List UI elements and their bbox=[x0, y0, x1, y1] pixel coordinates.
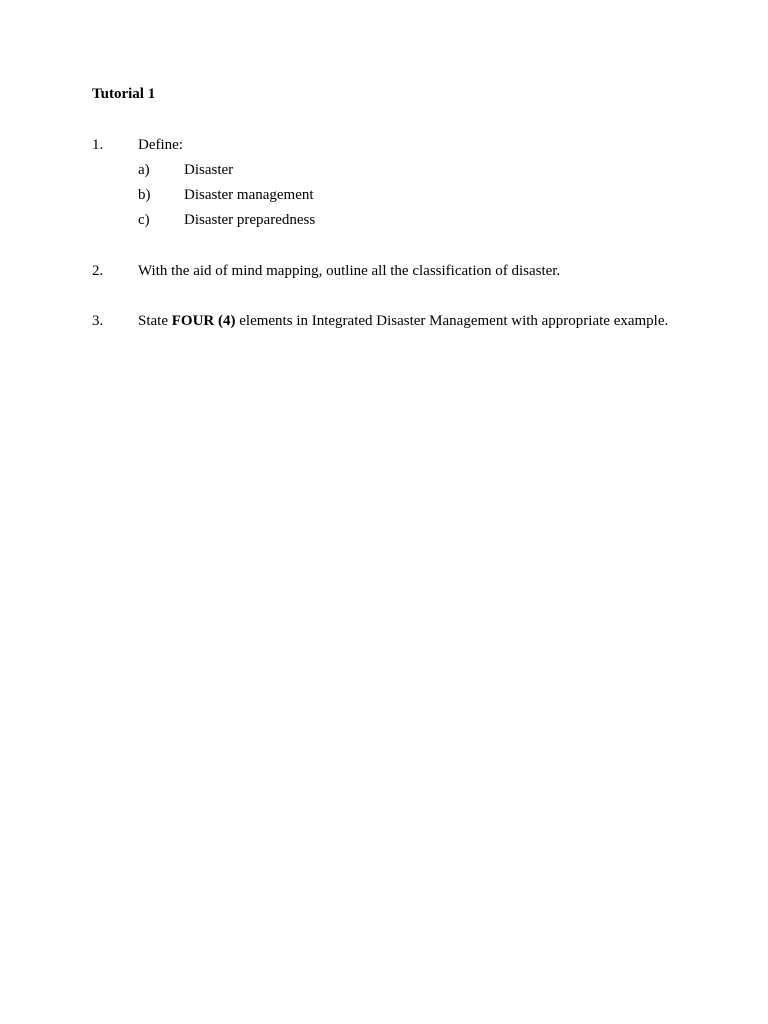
question-1-subitem-b-label: b) bbox=[138, 187, 151, 203]
question-3-text bbox=[138, 312, 668, 330]
question-3-emphasis: FOUR (4) bbox=[171, 313, 236, 329]
document-title: Tutorial 1 bbox=[92, 86, 156, 102]
question-1-text: Define: bbox=[138, 137, 183, 153]
question-3-text-before: State bbox=[138, 313, 172, 329]
question-3-text-after: elements in Integrated Disaster Management with appropriate example. bbox=[235, 313, 669, 329]
question-1-subitem-a-text: Disaster bbox=[184, 162, 234, 178]
question-1-subitem-b-text: Disaster management bbox=[184, 187, 314, 203]
question-1-subitem-c-label: c) bbox=[138, 212, 150, 228]
question-2-text: With the aid of mind mapping, outline all the classification of disaster. bbox=[138, 263, 561, 279]
question-3-number: 3. bbox=[92, 313, 104, 329]
question-2-number: 2. bbox=[92, 263, 104, 279]
question-1-subitem-c-text: Disaster preparedness bbox=[184, 212, 316, 228]
question-1-number: 1. bbox=[92, 137, 104, 153]
question-1-subitem-a-label: a) bbox=[138, 162, 150, 178]
